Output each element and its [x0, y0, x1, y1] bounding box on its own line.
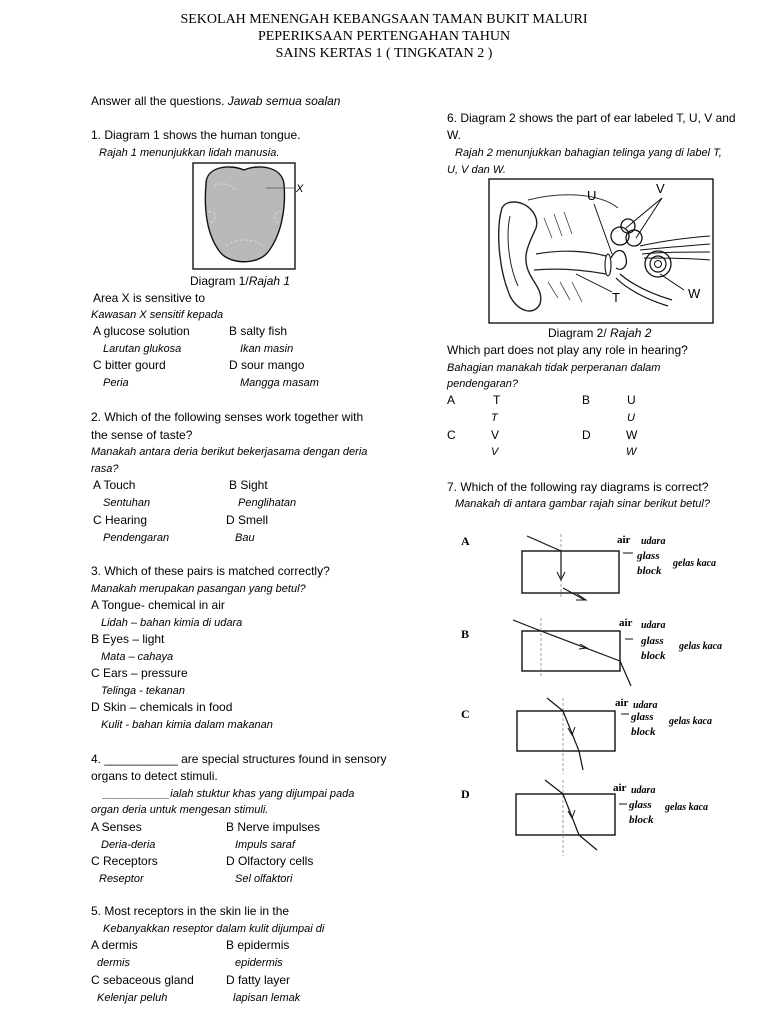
q2-option-d-ms: Bau [235, 532, 255, 544]
ray-diagram-c [455, 694, 765, 778]
udara-label: udara [633, 700, 658, 711]
q2-option-a-ms: Sentuhan [103, 497, 151, 509]
q5-option-b-ms: epidermis [235, 957, 283, 969]
q1-option-c-ms: Peria [103, 377, 129, 389]
q4-option-a-ms: Deria-deria [101, 839, 156, 851]
q6-option-d-en: W [626, 428, 638, 442]
q1-option-a-ms: Larutan glukosa [103, 343, 182, 355]
q6-stem-en-2: W. [447, 128, 461, 142]
q4-option-d-en: D Olfactory cells [226, 854, 314, 868]
q2-option-b-ms: Penglihatan [238, 497, 297, 509]
air-label: air [613, 782, 627, 794]
label-u: U [587, 188, 597, 203]
air-label: air [619, 617, 633, 629]
q1-option-a-en: A glucose solution [93, 324, 190, 338]
q5-option-d-en: D fatty layer [226, 973, 291, 987]
q4-option-a-en: A Senses [91, 820, 142, 834]
q6-question-ms-1: Bahagian manakah tidak perperanan dalam [447, 362, 661, 374]
udara-label: udara [641, 536, 666, 547]
q1-prompt-ms: Kawasan X sensitif kepada [91, 309, 224, 321]
q1-option-c-en: C bitter gourd [93, 358, 166, 372]
q5-option-c-en: C sebaceous gland [91, 973, 194, 987]
q3-option-b-ms: Mata – cahaya [101, 651, 174, 663]
q2-stem-ms-1: Manakah antara deria berikut bekerjasama dengan deria [91, 446, 368, 458]
emergent-ray [579, 751, 583, 770]
q4-option-b-en: B Nerve impulses [226, 820, 321, 834]
q6-option-b-en: U [627, 393, 636, 407]
option-c-letter: C [461, 707, 470, 721]
block-label: block [629, 814, 654, 826]
q6-stem-en-1: 6. Diagram 2 shows the part of ear labeled T, U, V and [447, 111, 736, 125]
gelas-kaca-label: gelas kaca [669, 716, 713, 727]
tongue-diagram [192, 162, 304, 270]
block-label: block [631, 726, 656, 738]
q2-stem-en-1: 2. Which of the following senses work together with [91, 410, 364, 424]
q4-stem-ms-1: ___________ialah stuktur khas yang dijumpai pada [103, 788, 355, 800]
q3-option-d-en: D Skin – chemicals in food [91, 700, 233, 714]
q4-stem-en-1: 4. ___________ are special structures found in sensory [91, 752, 387, 766]
q2-stem-ms-2: rasa? [91, 463, 119, 475]
udara-label: udara [641, 620, 666, 631]
q3-option-a-en: A Tongue- chemical in air [91, 598, 225, 612]
q4-option-d-ms: Sel olfaktori [235, 873, 293, 885]
q1-option-b-en: B salty fish [229, 324, 288, 338]
q5-option-a-ms: dermis [97, 957, 131, 969]
block-label: block [641, 650, 666, 662]
gelas-kaca-label: gelas kaca [679, 641, 723, 652]
q5-option-b-en: B epidermis [226, 938, 290, 952]
emergent-ray [620, 661, 631, 686]
school-name: SEKOLAH MENENGAH KEBANGSAAN TAMAN BUKIT MALURI [180, 12, 588, 27]
incident-ray [545, 780, 563, 794]
air-label: air [617, 534, 631, 546]
q4-option-c-en: C Receptors [91, 854, 158, 868]
q1-caption [190, 274, 290, 289]
glass-block [522, 631, 620, 671]
glass-label: glass [629, 799, 652, 811]
q6-caption-ms: Rajah 2 [610, 326, 652, 340]
q6-option-a-letter: A [447, 393, 456, 407]
instructions [91, 94, 340, 109]
q6-option-b-letter: B [582, 393, 591, 407]
option-a-letter: A [461, 534, 470, 548]
incident-ray [513, 620, 541, 631]
q7-stem-en: 7. Which of the following ray diagrams is correct? [447, 480, 709, 494]
glass-label: glass [641, 635, 664, 647]
glass-label: glass [637, 550, 660, 562]
q4-stem-en-2: organs to detect stimuli. [91, 769, 218, 783]
label-x: X [296, 183, 304, 195]
q7-stem-ms: Manakah di antara gambar rajah sinar berikut betul? [455, 498, 710, 510]
instructions-en: Answer all the questions. [91, 94, 225, 108]
label-w: W [688, 286, 701, 301]
q5-option-d-ms: lapisan lemak [233, 992, 301, 1004]
label-t: T [612, 290, 620, 305]
option-d-letter: D [461, 787, 470, 801]
q3-option-a-ms: Lidah – bahan kimia di udara [101, 617, 243, 629]
q1-caption-en: Diagram 1/ [190, 274, 249, 288]
block-label: block [637, 565, 662, 577]
ray-diagram-d [455, 776, 765, 860]
q3-option-c-ms: Telinga - tekanan [101, 685, 185, 697]
ray-diagram-b [455, 614, 765, 694]
q6-question-ms-2: pendengaran? [447, 378, 518, 390]
udara-label: udara [631, 785, 656, 796]
q6-option-a-ms: T [491, 412, 498, 424]
q2-stem-en-2: the sense of taste? [91, 428, 193, 442]
ray-diagram-a [455, 528, 765, 606]
q1-caption-ms: Rajah 1 [248, 274, 291, 288]
q1-stem-en: 1. Diagram 1 shows the human tongue. [91, 128, 301, 142]
exam-name: PEPERIKSAAN PERTENGAHAN TAHUN [257, 29, 511, 44]
q6-stem-ms-2: U, V dan W. [447, 164, 506, 176]
q6-caption-en: Diagram 2/ [548, 326, 607, 340]
q3-option-c-en: C Ears – pressure [91, 666, 188, 680]
q3-stem-ms: Manakah merupakan pasangan yang betul? [91, 583, 306, 595]
air-label: air [615, 697, 629, 709]
q2-option-d-en: D Smell [226, 513, 269, 527]
q1-prompt-en: Area X is sensitive to [93, 291, 206, 305]
incident-ray [547, 698, 563, 711]
ear-diagram [488, 178, 714, 324]
q5-stem-ms: Kebanyakkan reseptor dalam kulit dijumpai di [103, 923, 325, 935]
q6-question-en: Which part does not play any role in hearing? [447, 343, 688, 357]
q6-option-d-letter: D [582, 428, 591, 442]
q6-option-a-en: T [493, 393, 501, 407]
q6-caption [548, 326, 651, 341]
q4-stem-ms-2: organ deria untuk mengesan stimuli. [91, 804, 269, 816]
incident-ray [527, 536, 561, 551]
q1-option-d-ms: Mangga masam [240, 377, 319, 389]
emergent-ray [579, 835, 597, 850]
q3-option-d-ms: Kulit - bahan kimia dalam makanan [101, 719, 273, 731]
q1-stem-ms: Rajah 1 menunjukkan lidah manusia. [99, 147, 280, 159]
gelas-kaca-label: gelas kaca [665, 802, 709, 813]
glass-label: glass [631, 711, 654, 723]
q5-option-c-ms: Kelenjar peluh [97, 992, 168, 1004]
q6-option-c-letter: C [447, 428, 456, 442]
q6-option-b-ms: U [627, 412, 635, 424]
q2-option-a-en: A Touch [93, 478, 136, 492]
q2-option-c-en: C Hearing [93, 513, 148, 527]
option-b-letter: B [461, 627, 470, 641]
q6-stem-ms-1: Rajah 2 menunjukkan bahagian telinga yang di label T, [455, 147, 722, 159]
q5-stem-en: 5. Most receptors in the skin lie in the [91, 904, 290, 918]
q2-option-b-en: B Sight [229, 478, 268, 492]
q1-option-b-ms: Ikan masin [240, 343, 294, 355]
q2-option-c-ms: Pendengaran [103, 532, 170, 544]
ear-frame [489, 179, 713, 323]
paper-name: SAINS KERTAS 1 ( TINGKATAN 2 ) [275, 46, 493, 61]
gelas-kaca-label: gelas kaca [673, 558, 717, 569]
q4-option-b-ms: Impuls saraf [235, 839, 295, 851]
q3-stem-en: 3. Which of these pairs is matched correctly? [91, 564, 330, 578]
q6-option-c-ms: V [491, 446, 499, 458]
glass-block [522, 551, 619, 593]
arrow-head [576, 594, 586, 600]
label-v: V [656, 181, 665, 196]
q3-option-b-en: B Eyes – light [91, 632, 165, 646]
q5-option-a-en: A dermis [91, 938, 138, 952]
instructions-ms: Jawab semua soalan [227, 94, 341, 108]
q6-option-d-ms: W [626, 446, 637, 458]
q6-option-c-en: V [491, 428, 500, 442]
q1-option-d-en: D sour mango [229, 358, 305, 372]
q4-option-c-ms: Reseptor [99, 873, 144, 885]
